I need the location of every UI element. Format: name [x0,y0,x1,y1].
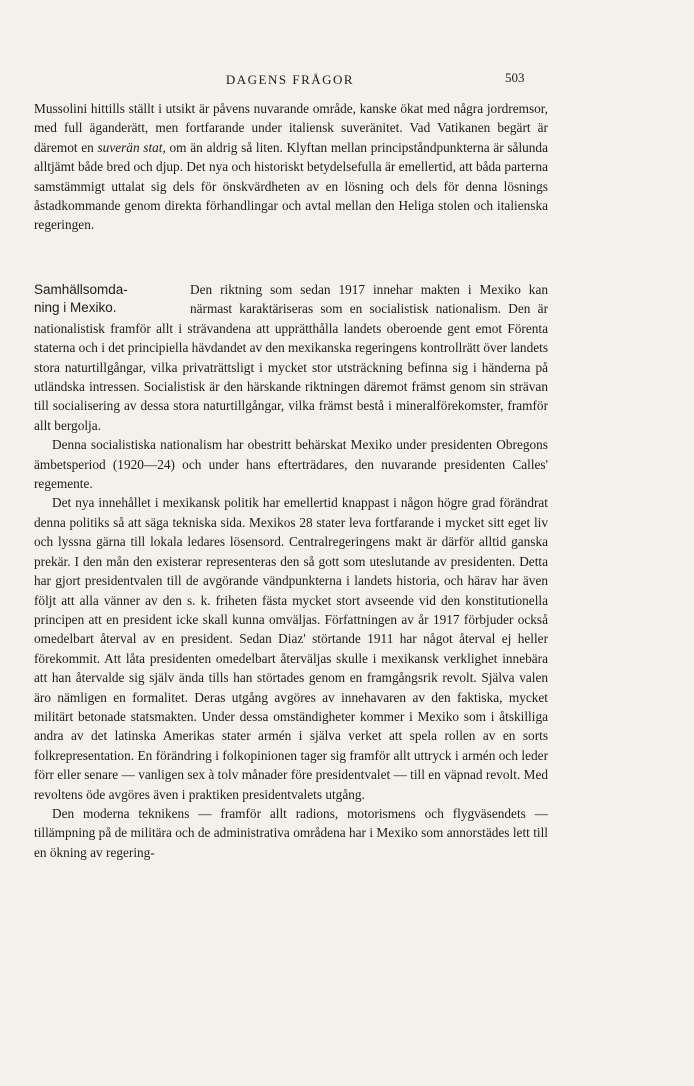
page-number: 503 [505,70,525,85]
vatican-paragraph-part-2: om än aldrig så liten. Klyftan mellan principståndpunkterna är sålunda alltjämt både bred och djup. Det nya och historiskt betydelsefulla är emellertid, att båda parterna samstämmigt uttalat sig dels för önskvärdheten av en lösning och dels för denna lösnings åstadkommande genom direkta förhandlingar och avtal mellan den Heliga stolen och italienska regeringen. [34,139,548,233]
mexico-paragraph-3: Det nya innehållet i mexikansk politik har emellertid knappast i någon högre grad förändrat denna politiks så att säga tekniska sida. Mexikos 28 stater leva fortfarande i mycket sitt eget liv och lyssna gärna till lokala ledares lösensord. Centralregeringens makt är därför alltid ganska prekär. I den mån den existerar representeras den så gott som uteslutande av presidenten. Detta har gjort presidentvalen till de avgörande vändpunkterna i landets historia, och härav har även följt att alla vänner av den s. k. friheten fästa mycket stort avseende vid den konstitutionella principen att en president icke skall kunna omväljas. Författningen av år 1917 förbjuder också omedelbart återval av en president. Sedan Diaz' störtande 1911 har något återval ej heller förekommit. Att låta presidenten omedelbart återväljas skulle i mexikansk verklighet innebära att han återvalde sig själv ända tills han störtades genom en framgångsrik revolt. Själva valen äro nämligen en formalitet. Deras utgång avgöres av innehavaren av den faktiska, mycket militärt betonade statsmakten. Under dessa omständigheter kommer i Mexiko som i åtskilliga andra av det latinska Amerikas stater armén i själva verket att spela rollen av en sorts folkrepresentation. En förändring i folkopinionen tager sig framför allt uttryck i armén och leder förr eller senare — vanligen sex à tolv månader före presidentvalet — till en väpnad revolt. Med revoltens öde avgöres även i praktiken presidentvalets utgång. [34,495,548,802]
vatican-paragraph [34,99,548,235]
mexico-paragraph-4: Den moderna teknikens — framför allt radions, motorismens och flygväsendets — tillämpning på de militära och de administrativa områdena har i Mexiko som annorstädes lett till en ökning av regering- [34,805,548,860]
mexico-paragraph-2: Denna socialistiska nationalism har obestritt behärskat Mexiko under presidenten Obregons ämbetsperiod (1920—24) och under hans efterträdares, den nuvarande presidenten Calles' regemente. [34,437,548,492]
mexico-section [34,280,548,862]
mexico-paragraph-1: Den riktning som sedan 1917 innehar makten i Mexiko kan närmast karaktäriseras som en socialistisk nationalism. Den är nationalistisk framför allt i strävandena att upprätthålla landets oberoende gent emot Förenta staterna och i det principiella hävdandet av den mexikanska regeringens kontrollrätt över landets stora naturtillgångar, vilka privaträttsligt i mycket stor utsträckning befinna sig i händerna på utländska intressen. Socialistisk är den härskande riktningen däremot främst genom sin strävan till socialisering av dessa stora naturtillgångar, vilka främst bestå i mineralförekomster, framför allt bergolja. [34,282,548,433]
side-heading-line-1: Samhällsomda- [34,282,128,297]
italic-term: suverän stat, [97,139,166,155]
running-header: DAGENS FRÅGOR [225,72,355,87]
vatican-paragraph-part-1: Mussolini hittills ställt i utsikt är påvens nuvarande område, kanske ökat med några jordremsor, med full äganderätt, men fortfarande under italiensk suveränitet. Vad Vatikanen begärt är däremot en [34,101,548,155]
side-heading-line-2: ning i Mexiko. [34,300,117,315]
section-side-heading [34,280,180,317]
vatican-paragraph-block [34,99,548,235]
